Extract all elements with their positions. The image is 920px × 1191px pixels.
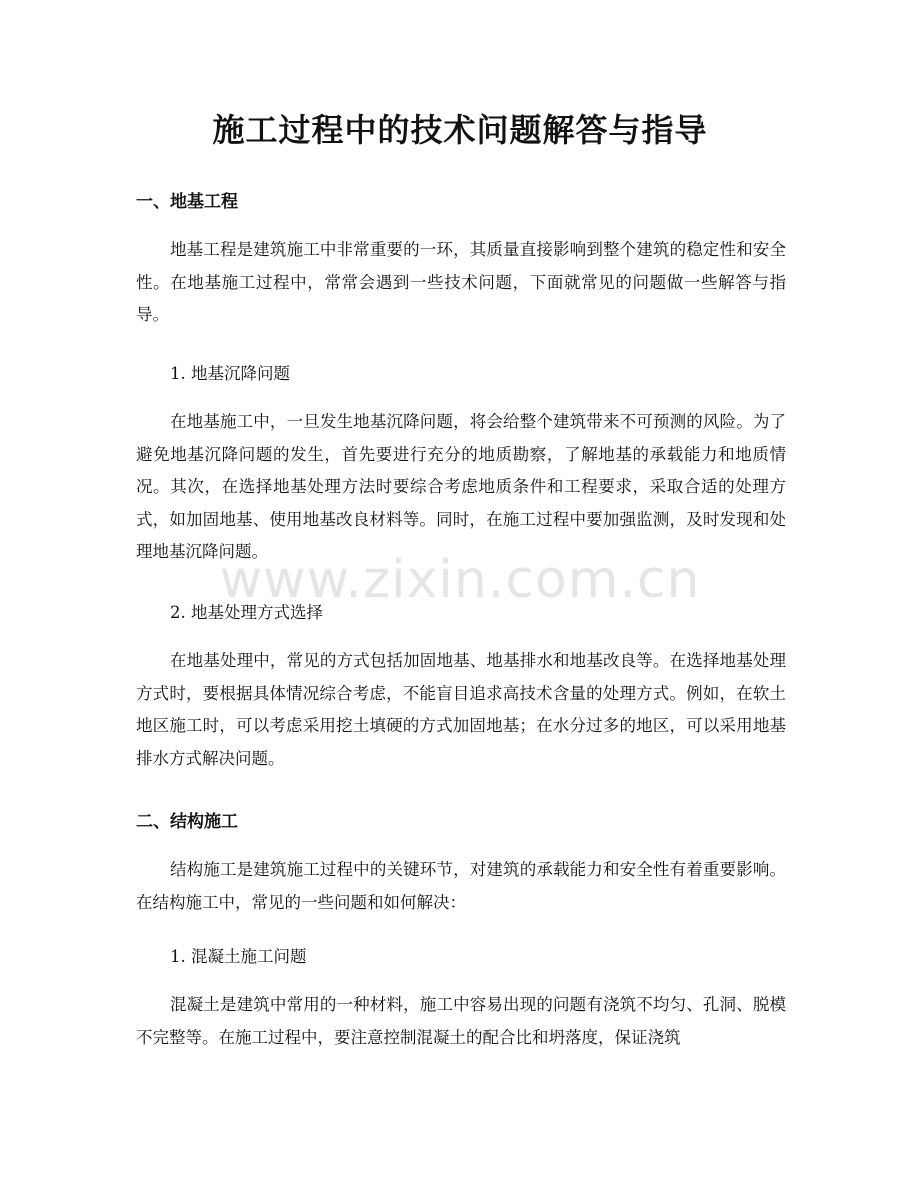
section2-intro-paragraph: 结构施工是建筑施工过程中的关键环节，对建筑的承载能力和安全性有着重要影响。在结构施工中，常见的一些问题和如何解决： [136,860,786,912]
concrete-construction-paragraph: 混凝土是建筑中常用的一种材料，施工中容易出现的问题有浇筑不均匀、孔洞、脱模不完整等。在施工过程中，要注意控制混凝土的配合比和坍落度，保证浇筑 [136,995,786,1047]
section1-intro-paragraph: 地基工程是建筑施工中非常重要的一环，其质量直接影响到整个建筑的稳定性和安全性。在地基施工过程中，常常会遇到一些技术问题，下面就常见的问题做一些解答与指导。 [136,240,786,324]
section-heading-foundation: 一、地基工程 [136,192,238,212]
document-title: 施工过程中的技术问题解答与指导 [212,111,708,149]
foundation-settlement-paragraph: 在地基施工中，一旦发生地基沉降问题，将会给整个建筑带来不可预测的风险。为了避免地基沉降问题的发生，首先要进行充分的地质勘察，了解地基的承载能力和地质情况。其次，在选择地基处理方法时要综合考虑地质条件和工程要求，采取合适的处理方式，如加固地基、使用地基改良材料等。同时，在施工过程中要加强监测，及时发现和处理地基沉降问题。 [136,412,786,561]
subheading-foundation-settlement: 1. 地基沉降问题 [170,364,290,383]
subheading-foundation-treatment: 2. 地基处理方式选择 [170,603,323,622]
section-heading-structure: 二、结构施工 [136,812,238,832]
watermark-text: www.zixin.com.cn [219,550,701,610]
subheading-concrete-construction: 1. 混凝土施工问题 [170,947,307,966]
foundation-treatment-paragraph: 在地基处理中，常见的方式包括加固地基、地基排水和地基改良等。在选择地基处理方式时，要根据具体情况综合考虑，不能盲目追求高技术含量的处理方式。例如，在软土地区施工时，可以考虑采用挖土填硬的方式加固地基；在水分过多的地区，可以采用地基排水方式解决问题。 [136,651,786,768]
